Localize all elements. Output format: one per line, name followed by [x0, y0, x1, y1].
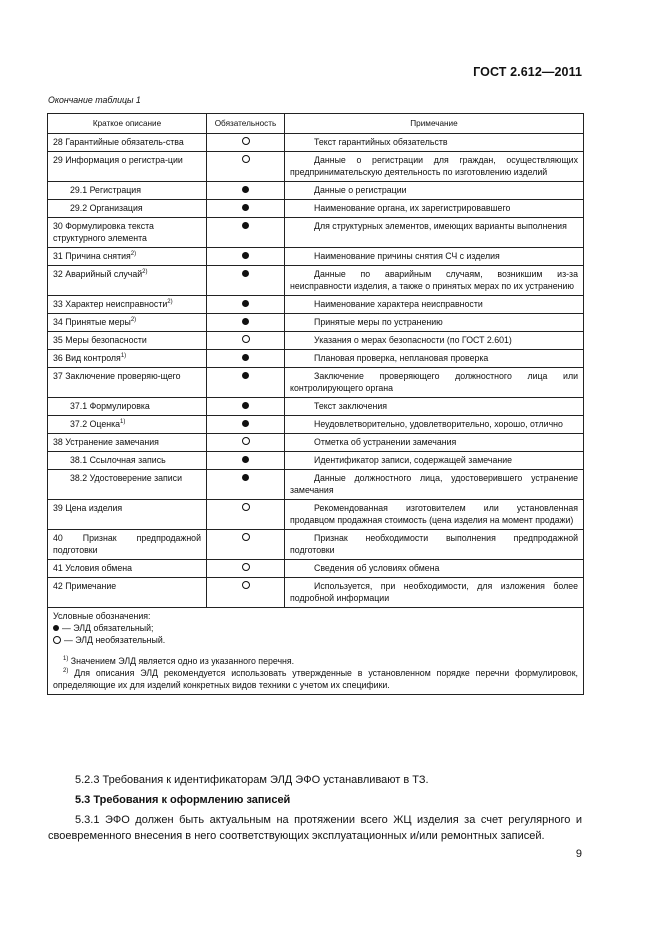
- row-note: Наименование характера неисправности: [285, 296, 584, 314]
- table-row: [48, 530, 584, 560]
- row-description: 33 Характер неисправности: [53, 299, 168, 309]
- row-note: Используется, при необходимости, для изложения более подробной информации: [285, 578, 584, 608]
- filled-circle-icon: [242, 420, 249, 427]
- row-description-cell: [48, 248, 207, 266]
- footnote-2-text: Для описания ЭЛД рекомендуется использовать утвержденные в установленном порядке перечни формулировок, определяющие их для изделий конкретных видов техники с учетом их специфики.: [53, 668, 578, 690]
- filled-circle-icon: [242, 402, 249, 409]
- row-description-cell: [48, 500, 207, 530]
- footnote-1: [53, 655, 578, 667]
- row-description-cell: [48, 398, 207, 416]
- table-row: [48, 296, 584, 314]
- table-row: [48, 368, 584, 398]
- row-description-cell: [48, 578, 207, 608]
- row-description-cell: [48, 218, 207, 248]
- table-row: [48, 266, 584, 296]
- row-note: Наименование органа, их зарегистрировавшего: [285, 200, 584, 218]
- row-note: Неудовлетворительно, удовлетворительно, хорошо, отлично: [285, 416, 584, 434]
- filled-circle-icon: [242, 270, 249, 277]
- filled-circle-icon: [242, 372, 249, 379]
- row-description: 39 Цена изделия: [53, 503, 123, 513]
- footnote-ref: 1): [120, 353, 127, 359]
- row-description-cell: [48, 266, 207, 296]
- legend-title: Условные обозначения:: [53, 611, 151, 621]
- paragraph-5-2-3: 5.2.3 Требования к идентификаторам ЭЛД ЭФО устанавливают в ТЗ.: [75, 774, 429, 786]
- row-note: Принятые меры по устранению: [285, 314, 584, 332]
- row-description: 40 Признак предпродажной подготовки: [53, 533, 201, 555]
- standard-designation: ГОСТ 2.612—2011: [473, 65, 582, 79]
- footnote-2-mark: 2): [63, 668, 69, 674]
- empty-circle-icon: [242, 155, 250, 163]
- table-row: [48, 350, 584, 368]
- legend-row: [48, 608, 584, 695]
- filled-circle-icon: [242, 318, 249, 325]
- legend-optional: [53, 634, 578, 646]
- empty-circle-icon: [242, 335, 250, 343]
- row-mandatory-cell: [207, 314, 285, 332]
- row-description: 28 Гарантийные обязатель-ства: [53, 137, 184, 147]
- empty-circle-icon: [242, 437, 250, 445]
- table-row: [48, 182, 584, 200]
- row-note: Текст заключения: [285, 398, 584, 416]
- table-row: [48, 500, 584, 530]
- legend-cell: [48, 608, 584, 695]
- empty-circle-icon: [242, 563, 250, 571]
- row-description-cell: [48, 350, 207, 368]
- footnote-ref: 2): [130, 251, 137, 257]
- footnote-1-text: Значением ЭЛД является одно из указанного перечня.: [70, 656, 295, 666]
- row-mandatory-cell: [207, 578, 285, 608]
- row-description: 34 Принятые меры: [53, 317, 131, 327]
- table-row: [48, 134, 584, 152]
- table-row: [48, 416, 584, 434]
- row-description-cell: [48, 452, 207, 470]
- row-description: 38 Устранение замечания: [53, 437, 159, 447]
- row-description: 29 Информация о регистра-ции: [53, 155, 183, 165]
- row-description-cell: [48, 368, 207, 398]
- row-description-cell: [48, 182, 207, 200]
- row-note: Наименование причины снятия СЧ с изделия: [285, 248, 584, 266]
- filled-circle-icon: [242, 474, 249, 481]
- row-note: Указания о мерах безопасности (по ГОСТ 2.601): [285, 332, 584, 350]
- table-row: [48, 248, 584, 266]
- row-description-cell: [48, 200, 207, 218]
- row-description: 37.1 Формулировка: [70, 401, 150, 411]
- table-row: [48, 314, 584, 332]
- row-mandatory-cell: [207, 182, 285, 200]
- column-header-description: Краткое описание: [48, 114, 207, 134]
- elements-table: [47, 113, 584, 695]
- heading-5-3: [48, 792, 582, 808]
- heading-5-3-text: 5.3 Требования к оформлению записей: [75, 794, 291, 806]
- empty-circle-icon: [242, 137, 250, 145]
- table-row: [48, 332, 584, 350]
- row-mandatory-cell: [207, 368, 285, 398]
- row-mandatory-cell: [207, 470, 285, 500]
- row-description: 37 Заключение проверяю-щего: [53, 371, 181, 381]
- row-description-cell: [48, 434, 207, 452]
- row-description: 38.1 Ссылочная запись: [70, 455, 166, 465]
- legend-required-text: — ЭЛД обязательный;: [62, 623, 154, 633]
- row-mandatory-cell: [207, 416, 285, 434]
- table-row: [48, 470, 584, 500]
- legend-optional-text: — ЭЛД необязательный.: [64, 635, 166, 645]
- row-description: 35 Меры безопасности: [53, 335, 147, 345]
- column-header-note: Примечание: [285, 114, 584, 134]
- row-description: 31 Причина снятия: [53, 251, 131, 261]
- filled-circle-icon: [242, 354, 249, 361]
- row-mandatory-cell: [207, 434, 285, 452]
- row-note: Признак необходимости выполнения предпродажной подготовки: [285, 530, 584, 560]
- row-note: Сведения об условиях обмена: [285, 560, 584, 578]
- filled-circle-icon: [242, 456, 249, 463]
- column-header-mandatory: Обязательность: [207, 114, 285, 134]
- row-mandatory-cell: [207, 152, 285, 182]
- row-mandatory-cell: [207, 560, 285, 578]
- footnote-ref: 1): [120, 419, 126, 425]
- row-description-cell: [48, 470, 207, 500]
- filled-circle-icon: [242, 204, 249, 211]
- footnote-ref: 2): [130, 317, 137, 323]
- page-number: 9: [575, 848, 582, 860]
- row-mandatory-cell: [207, 332, 285, 350]
- empty-circle-icon: [242, 581, 250, 589]
- row-description-cell: [48, 416, 207, 434]
- row-mandatory-cell: [207, 200, 285, 218]
- filled-circle-icon: [242, 222, 249, 229]
- table-row: [48, 434, 584, 452]
- row-mandatory-cell: [207, 248, 285, 266]
- footnote-ref: 2): [167, 299, 173, 305]
- row-note: Для структурных элементов, имеющих варианты выполнения: [285, 218, 584, 248]
- table-caption: Окончание таблицы 1: [48, 95, 141, 105]
- table-header-row: [48, 114, 584, 134]
- legend-required: [53, 622, 578, 634]
- table-row: [48, 452, 584, 470]
- table-row: [48, 578, 584, 608]
- row-description: 30 Формулировка текста структурного элемента: [53, 221, 154, 243]
- row-note: Текст гарантийных обязательств: [285, 134, 584, 152]
- row-description-cell: [48, 296, 207, 314]
- empty-circle-icon: [53, 636, 61, 644]
- row-note: Данные по аварийным случаям, возникшим из-за неисправности изделия, а также о принятых мерах по их устранению: [285, 266, 584, 296]
- row-description-cell: [48, 152, 207, 182]
- row-note: Рекомендованная изготовителем или установленная продавцом продажная стоимость (цена изделия на момент продажи): [285, 500, 584, 530]
- table-row: [48, 218, 584, 248]
- row-mandatory-cell: [207, 266, 285, 296]
- row-mandatory-cell: [207, 398, 285, 416]
- empty-circle-icon: [242, 503, 250, 511]
- row-mandatory-cell: [207, 500, 285, 530]
- row-description: 42 Примечание: [53, 581, 117, 591]
- footnote-2: [53, 667, 578, 691]
- filled-circle-icon: [242, 300, 249, 307]
- row-description: 37.2 Оценка: [70, 419, 121, 429]
- row-note: Заключение проверяющего должностного лица или контролирующего органа: [285, 368, 584, 398]
- row-description-cell: [48, 530, 207, 560]
- paragraph-5-3-1: 5.3.1 ЭФО должен быть актуальным на протяжении всего ЖЦ изделия за счет регулярного и своевременного внесения в него соответствующих эксплуатационных и/или ремонтных записей.: [48, 814, 582, 842]
- row-description-cell: [48, 332, 207, 350]
- row-mandatory-cell: [207, 296, 285, 314]
- row-description-cell: [48, 134, 207, 152]
- row-note: Плановая проверка, неплановая проверка: [285, 350, 584, 368]
- row-description: 38.2 Удостоверение записи: [70, 473, 182, 483]
- row-mandatory-cell: [207, 350, 285, 368]
- footnote-ref: 2): [142, 269, 148, 275]
- row-description: 29.2 Организация: [70, 203, 143, 213]
- row-description: 29.1 Регистрация: [70, 185, 141, 195]
- empty-circle-icon: [242, 533, 250, 541]
- row-mandatory-cell: [207, 530, 285, 560]
- filled-circle-icon: [242, 252, 249, 259]
- row-mandatory-cell: [207, 218, 285, 248]
- row-description: 36 Вид контроля: [53, 353, 121, 363]
- row-description-cell: [48, 314, 207, 332]
- row-note: Данные о регистрации для граждан, осуществляющих предпринимательскую деятельность по изготовлению изделий: [285, 152, 584, 182]
- row-mandatory-cell: [207, 452, 285, 470]
- table-row: [48, 152, 584, 182]
- table-row: [48, 560, 584, 578]
- filled-circle-icon: [242, 186, 249, 193]
- row-note: Данные о регистрации: [285, 182, 584, 200]
- row-note: Данные должностного лица, удостоверившего устранение замечания: [285, 470, 584, 500]
- row-description: 41 Условия обмена: [53, 563, 132, 573]
- footnote-1-mark: 1): [63, 656, 69, 662]
- filled-circle-icon: [53, 625, 59, 631]
- row-note: Отметка об устранении замечания: [285, 434, 584, 452]
- table-row: [48, 398, 584, 416]
- row-note: Идентификатор записи, содержащей замечание: [285, 452, 584, 470]
- row-mandatory-cell: [207, 134, 285, 152]
- table-row: [48, 200, 584, 218]
- row-description-cell: [48, 560, 207, 578]
- row-description: 32 Аварийный случай: [53, 269, 143, 279]
